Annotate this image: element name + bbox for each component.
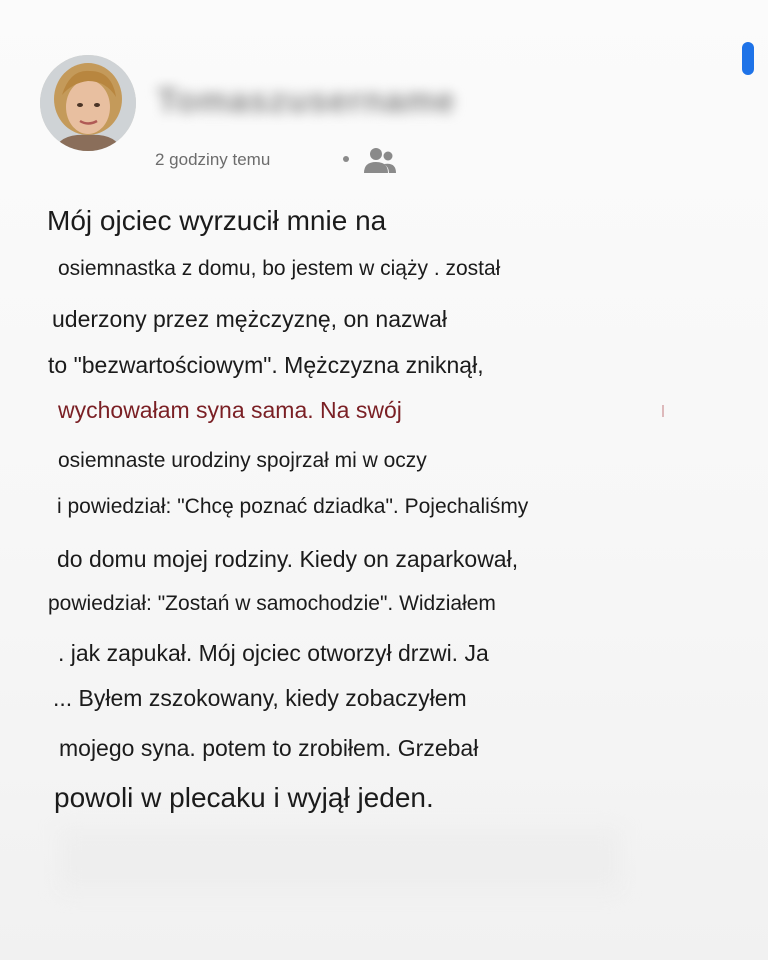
story-line: Mój ojciec wyrzucił mnie na bbox=[47, 205, 387, 236]
post-timestamp[interactable]: 2 godziny temu bbox=[155, 150, 271, 169]
story-line: mojego syna. potem to zrobiłem. Grzebał bbox=[59, 735, 479, 761]
blurred-area bbox=[60, 830, 620, 890]
story-line: osiemnaste urodziny spojrzał mi w oczy bbox=[58, 449, 427, 472]
story-line-highlight: wychowałam syna sama. Na swój bbox=[58, 397, 402, 423]
username[interactable]: Tomaszusername bbox=[157, 82, 456, 120]
story-line: ... Byłem zszokowany, kiedy zobaczyłem bbox=[53, 685, 467, 711]
avatar-photo-icon bbox=[40, 55, 136, 151]
faint-mark bbox=[662, 405, 664, 417]
story-line: uderzony przez mężczyznę, on nazwał bbox=[52, 306, 448, 332]
story-line: . jak zapukał. Mój ojciec otworzył drzwi. Ja bbox=[58, 640, 489, 666]
avatar[interactable] bbox=[40, 55, 136, 151]
people-icon bbox=[362, 146, 398, 174]
story-line: osiemnastka z domu, bo jestem w ciąży . został bbox=[58, 257, 501, 280]
story-line: i powiedział: "Chcę poznać dziadka". Pojechaliśmy bbox=[57, 495, 529, 518]
story-line: to "bezwartościowym". Mężczyzna zniknął, bbox=[48, 352, 484, 378]
story-line: do domu mojej rodziny. Kiedy on zaparkował, bbox=[57, 546, 519, 572]
story-line: powoli w plecaku i wyjął jeden. bbox=[54, 782, 434, 813]
story-line: powiedział: "Zostań w samochodzie". Widziałem bbox=[48, 592, 496, 615]
scrollbar-thumb[interactable] bbox=[742, 42, 754, 75]
separator-dot bbox=[343, 156, 349, 162]
